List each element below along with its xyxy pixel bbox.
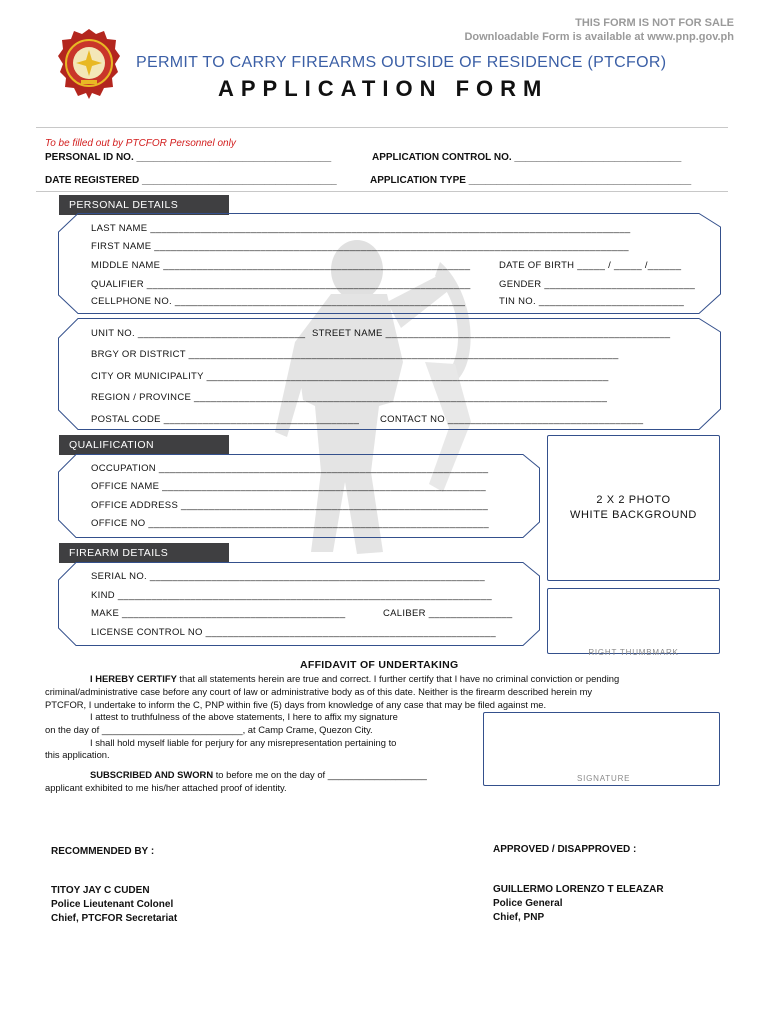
first-name-field[interactable]: FIRST NAME _____________________________________________________________________________________ [91, 241, 629, 252]
brgy-field[interactable]: BRGY OR DISTRICT _____________________________________________________________________________ [91, 349, 619, 360]
tin-field[interactable]: TIN NO. __________________________ [499, 296, 685, 307]
office-divider [36, 191, 728, 192]
region-field[interactable]: REGION / PROVINCE __________________________________________________________________________ [91, 392, 608, 403]
subscribed-bold: SUBSCRIBED AND SWORN [90, 769, 214, 780]
date-registered-field[interactable]: DATE REGISTERED ___________________________________ [45, 175, 337, 186]
qualifier-field[interactable]: QUALIFIER __________________________________________________________ [91, 279, 471, 290]
recommender-rank: Police Lieutenant Colonel [51, 899, 174, 910]
serial-no-field[interactable]: SERIAL NO. ____________________________________________________________ [91, 571, 485, 582]
approver-name: GUILLERMO LORENZO T ELEAZAR [493, 884, 664, 895]
recommender-position: Chief, PTCFOR Secretariat [51, 913, 178, 924]
personnel-note: To be filled out by PTCFOR Personnel only [45, 138, 236, 149]
affidavit-title: AFFIDAVIT OF UNDERTAKING [300, 659, 459, 671]
recommended-by-label: RECOMMENDED BY : [51, 846, 155, 857]
pnp-seal-icon [58, 28, 120, 100]
affidavit-attest-line-1: I attest to truthfulness of the above statements, I here to affix my signature [90, 711, 398, 722]
office-address-field[interactable]: OFFICE ADDRESS _______________________________________________________ [91, 500, 489, 511]
affidavit-attest-line-2: on the day of ___________________________, at Camp Crame, Quezon City. [45, 723, 373, 735]
affidavit-identity-line: applicant exhibited to me his/her attached proof of identity. [45, 781, 287, 793]
affidavit-line-2: criminal/administrative case before any court of law or administrative body as of this date. Neither is the firearm described herein my [45, 685, 593, 697]
recommender-name: TITOY JAY C CUDEN [51, 885, 150, 896]
kind-field[interactable]: KIND ___________________________________________________________________ [91, 590, 492, 601]
caliber-field[interactable]: CALIBER _______________ [383, 608, 513, 619]
affidavit-paragraph-1 [45, 673, 729, 711]
gender-field[interactable]: GENDER ___________________________ [499, 279, 696, 290]
application-control-field[interactable]: APPLICATION CONTROL NO. ______________________________ [372, 152, 682, 163]
personal-id-field[interactable]: PERSONAL ID NO. ___________________________________ [45, 152, 332, 163]
signature-caption: SIGNATURE [577, 774, 631, 783]
office-no-field[interactable]: OFFICE NO _____________________________________________________________ [91, 518, 489, 529]
approver-position: Chief, PNP [493, 912, 545, 923]
approver-rank: Police General [493, 898, 563, 909]
affidavit-line-3: PTCFOR, I undertake to inform the C, PNP within five (5) days from knowledge of any case that may be filed against me. [45, 698, 547, 710]
affidavit-perjury-line-2: this application. [45, 749, 110, 761]
affidavit-certify-bold: I HEREBY CERTIFY [90, 673, 177, 684]
thumbmark-box[interactable] [547, 588, 720, 654]
form-title: PERMIT TO CARRY FIREARMS OUTSIDE OF RESIDENCE (PTCFOR) [136, 54, 667, 71]
postal-code-field[interactable]: POSTAL CODE ___________________________________ [91, 414, 360, 425]
street-name-field[interactable]: STREET NAME ___________________________________________________ [312, 328, 671, 339]
middle-name-field[interactable]: MIDDLE NAME _______________________________________________________ [91, 260, 471, 271]
not-for-sale-note: THIS FORM IS NOT FOR SALE [575, 17, 734, 29]
affidavit-paragraph-3 [45, 769, 480, 795]
thumbmark-caption: RIGHT THUMBMARK [588, 648, 679, 657]
form-subtitle: APPLICATION FORM [218, 76, 549, 101]
affidavit-paragraph-2 [45, 711, 480, 762]
qualification-heading: QUALIFICATION [59, 435, 229, 455]
unit-no-field[interactable]: UNIT NO. ______________________________ [91, 328, 306, 339]
download-note: Downloadable Form is available at www.pnp.gov.ph [464, 31, 734, 43]
personal-details-heading: PERSONAL DETAILS [59, 195, 229, 215]
license-control-field[interactable]: LICENSE CONTROL NO ____________________________________________________ [91, 627, 496, 638]
approved-label: APPROVED / DISAPPROVED : [493, 844, 637, 855]
cellphone-field[interactable]: CELLPHONE NO. ____________________________________________________ [91, 296, 466, 307]
application-type-field[interactable]: APPLICATION TYPE ________________________________________ [370, 175, 692, 186]
photo-line-2: WHITE BACKGROUND [570, 509, 697, 521]
affidavit-perjury-line-1: I shall hold myself liable for perjury for any misrepresentation pertaining to [90, 736, 397, 748]
date-of-birth-field[interactable]: DATE OF BIRTH _____ / _____ /______ [499, 260, 682, 271]
office-name-field[interactable]: OFFICE NAME __________________________________________________________ [91, 481, 486, 492]
occupation-field[interactable]: OCCUPATION ___________________________________________________________ [91, 463, 489, 474]
top-divider [36, 127, 728, 128]
photo-box[interactable] [547, 435, 720, 581]
firearm-details-heading: FIREARM DETAILS [59, 543, 229, 563]
subscribed-text: to before me on the day of ___________________ [213, 769, 427, 780]
make-field[interactable]: MAKE ________________________________________ [91, 608, 346, 619]
affidavit-certify-text: that all statements herein are true and correct. I further certify that I have no criminal conviction or pending [176, 673, 620, 684]
city-field[interactable]: CITY OR MUNICIPALITY ________________________________________________________________________ [91, 371, 609, 382]
last-name-field[interactable]: LAST NAME ______________________________________________________________________________________ [91, 223, 631, 234]
contact-no-field[interactable]: CONTACT NO ___________________________________ [380, 414, 644, 425]
photo-line-1: 2 X 2 PHOTO [596, 494, 671, 506]
